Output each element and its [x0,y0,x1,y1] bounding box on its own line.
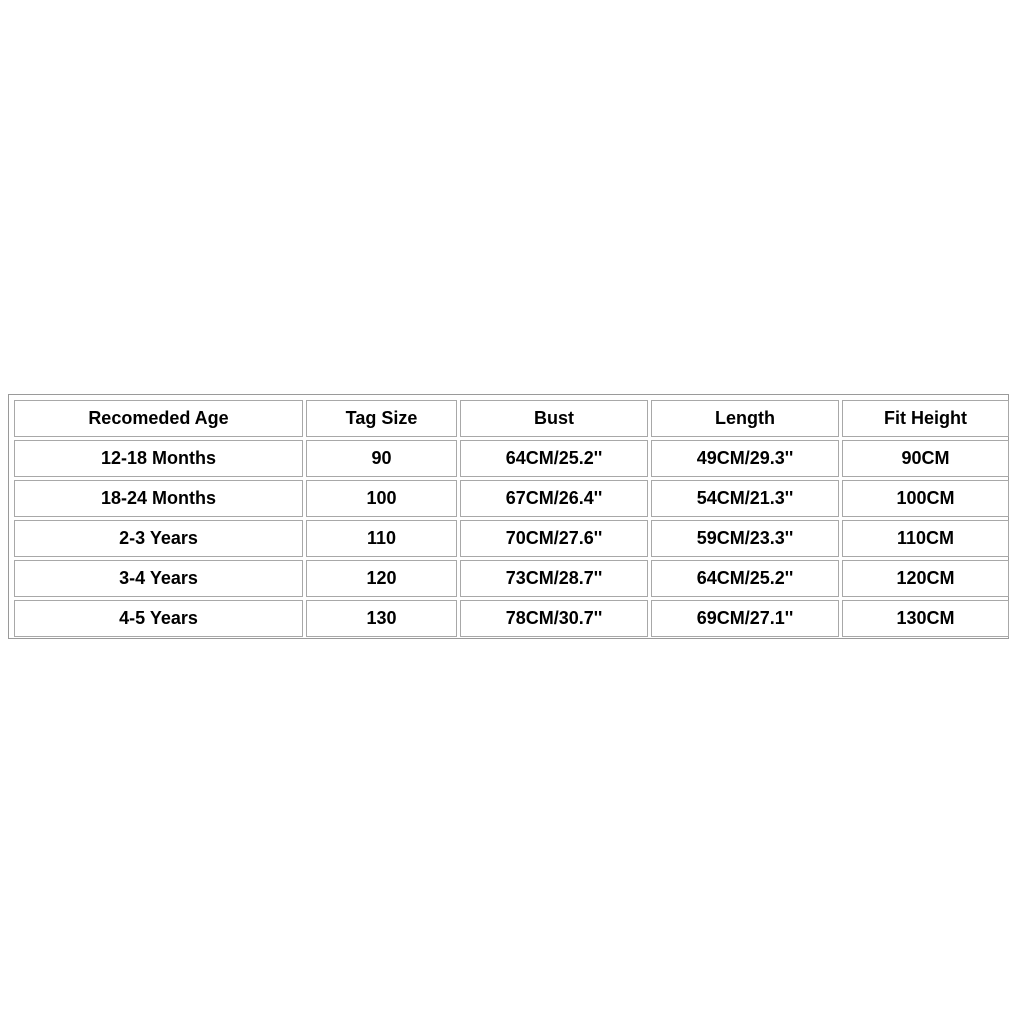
cell-tag-size: 90 [306,440,457,477]
cell-length: 64CM/25.2'' [651,560,839,597]
cell-length: 69CM/27.1'' [651,600,839,637]
cell-age: 3-4 Years [14,560,303,597]
header-fit-height: Fit Height [842,400,1009,437]
size-chart [8,394,1009,639]
cell-age: 18-24 Months [14,480,303,517]
cell-bust: 64CM/25.2'' [460,440,648,477]
header-age: Recomeded Age [14,400,303,437]
cell-bust: 73CM/28.7'' [460,560,648,597]
cell-bust: 67CM/26.4'' [460,480,648,517]
cell-tag-size: 100 [306,480,457,517]
table-row [14,520,1009,557]
cell-tag-size: 110 [306,520,457,557]
cell-bust: 70CM/27.6'' [460,520,648,557]
cell-tag-size: 120 [306,560,457,597]
cell-length: 54CM/21.3'' [651,480,839,517]
cell-age: 12-18 Months [14,440,303,477]
cell-length: 49CM/29.3'' [651,440,839,477]
cell-bust: 78CM/30.7'' [460,600,648,637]
cell-age: 4-5 Years [14,600,303,637]
cell-age: 2-3 Years [14,520,303,557]
table-row [14,440,1009,477]
header-row [14,400,1009,437]
table-row [14,560,1009,597]
cell-length: 59CM/23.3'' [651,520,839,557]
header-length: Length [651,400,839,437]
cell-fit-height: 110CM [842,520,1009,557]
header-tag-size: Tag Size [306,400,457,437]
cell-fit-height: 120CM [842,560,1009,597]
header-bust: Bust [460,400,648,437]
table-row [14,480,1009,517]
cell-fit-height: 100CM [842,480,1009,517]
size-chart-table [11,397,1012,640]
cell-fit-height: 130CM [842,600,1009,637]
table-row [14,600,1009,637]
cell-tag-size: 130 [306,600,457,637]
cell-fit-height: 90CM [842,440,1009,477]
